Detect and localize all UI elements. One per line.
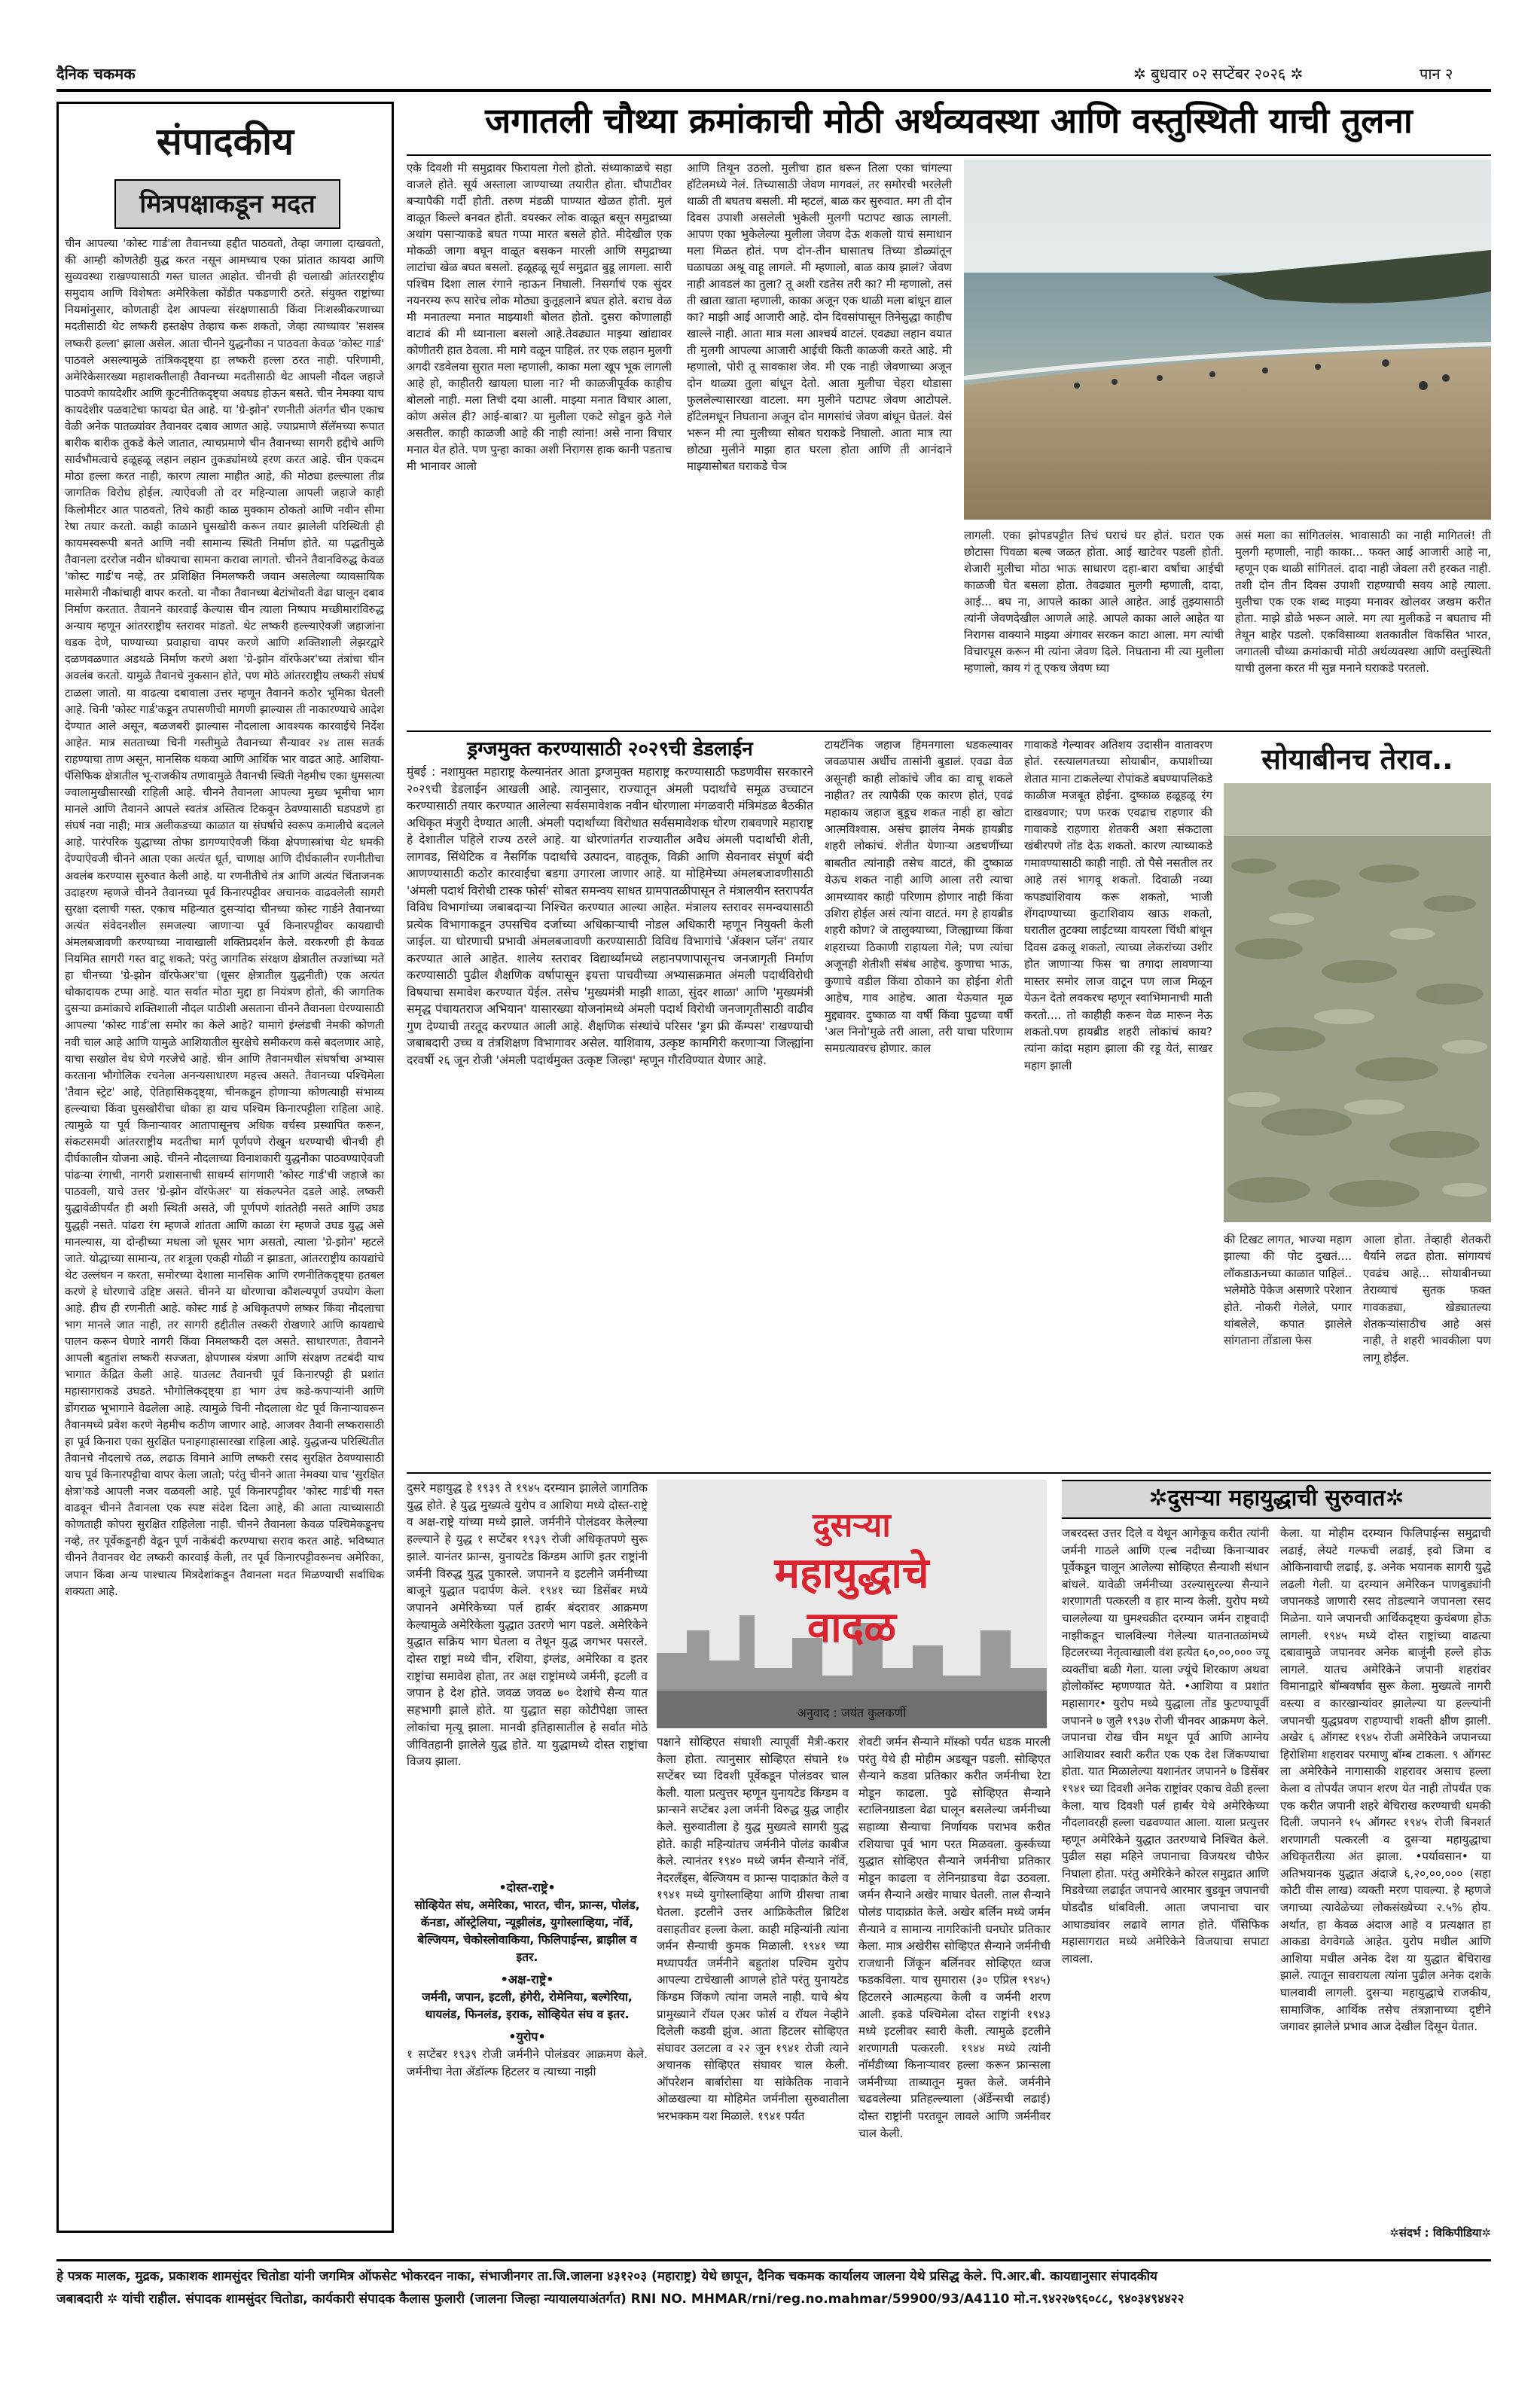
soybean-block (1224, 736, 1491, 1222)
top-story-rule (407, 154, 1491, 156)
top-story-col2: आणि तिथून उठलो. मुलीचा हात धरून तिला एका चांगल्या हॉटेलमध्ये नेलं. तिच्यासाठी जेवण मागवलं, तर समोरची भरलेली थाळी ती बघतच बसली. मी म्हटलं, बाळ कर सुरुवात. मग ती दोन दिवस उपाशी असलेली भुकेली मुलगी पटापट खाऊ लागली. आपण एका भुकेलेल्या मुलीला जेवण देऊ शकलो याचं समाधान मला मिळत होतं. पण दोन-तीन घासातच तिच्या डोळ्यांतून घळाघळा अश्रू वाहू लागले. मी म्हणालो, बाळ काय झालं? जेवण नाही आवडलं का तुला? तू अशी रडतेस तरी का? मी म्हणालो, तसं ती खाता खाता म्हणाली, काका अजून एक थाळी मला बांधून द्याल का? माझी आई आजारी आहे. दोन दिवसांपासून तिनेसुद्धा काहीच खाल्ले नाही. आता मात्र मला आश्चर्य वाटलं. एवढ्या लहान वयात ती मुलगी आपल्या आजारी आईची किती काळजी करते आहे. मी म्हणालो, पोरी तू सावकाश जेव. मी एक नाही जेवणाच्या अजून दोन थाळ्या तुला बांधून देतो. आता मुलीचा चेहरा थोडासा फुललेल्यासारखा वाटला. मग मुलीने पटापट जेवण आटोपले. हॉटेलमधून निघताना अजून दोन मागसांचं जेवण बांधून घेतलं. येसं भरून मी त्या मुलीच्या सोबत घराकडे निघालो. आता मात्र त्या छोट्या मुलीने माझा हात घरला होता आणि ती आनंदाने माझ्यासोबत घराकडे चेञ (687, 161, 956, 473)
book-cover (657, 1480, 1047, 1728)
top-story-col4: असं मला का सांगितलंस. भावासाठी का नाही मागितलं! ती मुलगी म्हणाली, नाही काका... फक्त आई आजारी आहे ना, म्हणून एक थाळी सांगितलं. दादा नाही जेवला तरी हरकत नाही. तशी दोन तीन दिवस उपाशी राहण्याची सवय आहे त्याला. मुलीचा एक एक शब्द माझ्या मनावर खोलवर जखम करीत होता. माझे डोळे भरून आले. मग त्या मुलीकडे न बघताच मी तेथून बाहेर पडलो. एकविसाव्या शतकातील विकसित भारत, जगातली चौथ्या क्रमांकाची मोठी अर्थव्यवस्था आणि वस्तुस्थिती याची तुलना करत मी सुन्न मनाने घराकडे परतलो. (1235, 529, 1495, 675)
europe-text: १ सप्टेंबर १९३९ रोजी जर्मनीने पोलंडवर आक्रमण केले. जर्मनीचा नेता ॲडॉल्फ हिटलर व त्याच्या नाझी (407, 2048, 651, 2078)
ww2-start-headline: ✲दुसऱ्या महायुद्धाची सुरुवात✲ (1148, 1485, 1404, 1511)
axis-heading: •अक्ष-राष्ट्रे• (500, 1972, 554, 1987)
date-line: ✲ बुधवार ०२ सप्टेंबर २०२६ ✲ (1133, 65, 1304, 83)
top-story-headline: जगातली चौथ्या क्रमांकाची मोठी अर्थव्यवस्था आणि वस्तुस्थिती याची तुलना (485, 100, 1413, 141)
book-title-line2: महायुद्धाचे (774, 1549, 929, 1598)
top-story-col1: एके दिवशी मी समुद्रावर फिरायला गेलो होतो. संध्याकाळचे सहा वाजले होते. सूर्य अस्ताला जाण्याच्या तयारीत होता. चौपाटीवर बऱ्यापैकी गर्दी होती. तरुण मंडळी पाण्यात खेळत होती. मुलं वाळूत किल्ले बनवत होती. वयस्कर लोक वाळूत बसून समुद्राच्या अथांग पसाऱ्याकडे बघत गप्पा मारत बसले होते. मीदेखील एक मोकळी जागा बघून वाळूत बसकन मारली आणि समुद्राच्या लाटांचा खेळ बघत बसलो. हळूहळू सूर्य समुद्रात बुडू लागला. सारी पश्चिम दिशा लाल रंगाने न्हाऊन निघाली. निसर्गाचं एक सुंदर नयनरम्य रूप सारेच लोक मोठ्या कुतूहलाने बघत होते. बराच वेळ मी मनातल्या मनात माझ्याशी बोलत होतो. दुसरा कोणालाही वाटावं की मी ध्यानाला बसलो आहे.तेवढ्यात माझ्या खांद्यावर कोणीतरी हात ठेवला. मी मागे वळून पाहिलं. तर एक लहान मुलगी अगदी रडवेलया सुरात मला म्हणाली, काका मला खूप भूक लागली आहे हो, काहीतरी खायला घाला ना? मी काळजीपूर्वक काहीच बोललो नाही. मला तिची दया आली. माझ्या मनात विचार आला, कोण असेल ही? आई-बाबा? या मुलीला एकटे सोडून कुठे गेले असतील. काही काळजी आहे की नाही त्यांना! असे नाना विचार मनात येत होते. पण पुन्हा काका अशी निरागस हाक कानी पडताच मी भानावर आलो (407, 161, 675, 473)
paper-name: दैनिक चकमक (56, 65, 136, 83)
alliance-list (407, 1879, 651, 2248)
mid-story-col2: गावाकडे गेल्यावर अतिशय उदासीन वातावरण होतं. रस्त्यालगतच्या सोयाबीन, कपाशीच्या शेतात माना टाकलेल्या रोपांकडे बघण्यापलिकडे काळीज मजबूत होईना. दुष्काळ हळूहळू रंग दाखवणार; पण फरक एवढाच राहणार की गावाकडे राहणारा शेतकरी अशा संकटाला खंबीरपणे तोंड देऊ शकतो. कारण त्याच्याकडे गमावण्यासाठी काही नाही. तो पैसे नसतील तर आहे तसं भागवू शकतो. दिवाळी नव्या कपड्यांशिवाय करू शकतो, भाजी शेंगदाण्याच्या कुटाशिवाय खाऊ शकतो, घरातील तुटक्या लाईटच्या वायरला चिंधी बांधून दिवस ढकलू शकतो, त्याच्या लेकरांच्या उशीर होत जाणाऱ्या फिस चा तगादा लावणाऱ्या मास्तर समोर लाज वाटून पण लाज मिळून येऊन देतो लवकरच म्हणून स्वाभिमानाची माती करतो.... तो काहीही करून वेळ मारून नेऊ शकतो.पण हायब्रीड शहरी लोकांचं काय? त्यांना कांदा महाग झाला की रडू येतं, साखर महाग झाली (1024, 738, 1216, 1072)
footer-imprint-line2: जबाबदारी ✲ यांची राहील. संपादक शामसुंदर चितोडा, कार्यकारी संपादक कैलास फुलारी (जालना जिल्हा न्यायालयाअंतर्गत) RNI NO. MHMAR/rni/reg.no.mahmar/59900/93/A4110 मो.न.९४२२७९६०८८, ९४०३४९४४२२ (56, 2292, 1185, 2307)
beach-photo (964, 160, 1491, 520)
footer-imprint-line1: हे पत्रक मालक, मुद्रक, प्रकाशक शामसुंदर चितोडा यांनी जगमित्र ऑफसेट भोकरदन नाका, संभाजीनगर ता.जि.जालना ४३१२०३ (महाराष्ट्र) येथे छापून, दैनिक चकमक कार्यालय जालना येथे प्रसिद्ध केले. पि.आर.बी. कायद्यानुसार संपादकीय (56, 2269, 1157, 2284)
ww2-col2: पक्षाने सोव्हिएत संघाशी त्यापूर्वी मैत्री-करार केला होता. त्यानुसार सोव्हिएत संघाने १७ सप्टेंबर च्या दिवशी पूर्वेकडून पोलंडवर चाल केली. याला प्रत्युत्तर म्हणून युनायटेड किंग्डम व फ्रान्सने सप्टेंबर ३ला जर्मनी विरुद्ध युद्ध जाहीर केले. सुरुवातीला हे युद्ध मुख्यत्वे सागरी युद्ध होते. काही महिन्यांतच जर्मनीने पोलंड काबीज केले. त्यानंतर १९४० मध्ये जर्मन सैन्याने नॉर्वे, नेदरलँड्स, बेल्जियम व फ्रान्स पादाक्रांत केले व १९४१ मध्ये युगोस्लाव्हिया आणि ग्रीसचा ताबा घेतला. इटलीने उत्तर आफ्रिकेतील ब्रिटिश वसाहतीवर हल्ला केला. काही महिन्यांनी त्यांना जर्मन सैन्याची कुमक मिळाली. १९४१ च्या मध्यापर्यंत जर्मनीने बहुतांश पश्चिम युरोप आपल्या टाचेखाली आणले होते परंतु युनायटेड किंग्डम जिंकणे त्यांना जमले नाही. याचे श्रेय प्रामुख्याने रॉयल एअर फोर्स व रॉयल नेव्हीने दिलेली कडवी झुंज. आता हिटलर सोव्हिएत संघावर उलटला व २२ जून १९४१ रोजी त्याने अचानक सोव्हिएत संघावर चाल केली. ऑपरेशन बार्बारोसा या सांकेतिक नावाने ओळखल्या या मोहिमेत जर्मनीला सुरुवातीला भरभक्कम यश मिळाले. १९४१ पर्यंत (657, 1735, 852, 2124)
masthead (56, 59, 1491, 89)
editorial-headline: मित्रपक्षाकडून मदत (139, 189, 316, 219)
editorial-body: चीन आपल्या 'कोस्ट गार्ड'ला तैवानच्या हद्दीत पाठवतो, तेव्हा जगाला दाखवतो, की आम्ही कोणतेही युद्ध करत नसून आमच्याच एका प्रांतात कायदा आणि सुव्यवस्था राखण्यासाठी गस्त घालत आहोत. चीनची ही चलाखी आंतरराष्ट्रीय समुदाय आणि विशेषतः अमेरिकेला कोंडीत पकडणारी ठरते. संयुक्त राष्ट्रांच्या नियमांनुसार, कोणताही देश आपल्या संरक्षणासाठी किंवा निःशस्त्रीकरणाच्या मदतीसाठी थेट लष्करी हस्तक्षेप तेव्हाच करू शकतो, जेव्हा त्याच्यावर 'सशस्त्र लष्करी हल्ला' झाला असेल. आता चीनने युद्धनौका न पाठवता केवळ 'कोस्ट गार्ड' पाठवले असल्यामुळे तांत्रिकदृष्ट्या हा लष्करी हल्ला ठरत नाही. परिणामी, अमेरिकेसारख्या महाशक्तीलाही तैवानच्या मदतीसाठी थेट आपली नौदल जहाजे पाठवणे कायदेशीर आणि कूटनीतिकदृष्ट्या अवघड होऊन बसते. चीन नेमक्या याच कायदेशीर पळवाटेचा फायदा घेत आहे. या 'ग्रे-झोन' रणनीती अंतर्गत चीन एकाच वेळी अनेक पातळ्यांवर तैवानवर दबाव आणत आहे. ज्याप्रमाणे सॅलॅमच्या रूपात बारीक बारीक तुकडे केले जातात, त्याचप्रमाणे चीन तैवानच्या सागरी हद्दीचे आणि सार्वभौमत्वाचे हळूहळू लहान लहान तुकड्यांमध्ये हरण करत आहे. चीन एकदम मोठा हल्ला करत नाही, कारण त्याला माहीत आहे, की मोठ्या हल्ल्याला तीव्र जागतिक विरोध होईल. त्याऐवजी तो दर महिन्याला आपली जहाजे काही किलोमीटर आत पाठवतो, तिथे काही काळ मुक्काम ठोकतो आणि नवीन सीमा रेषा तयार करतो. काही काळाने घुसखोरी करून तयार झालेली परिस्थिती ही कायमस्वरूपी बनते आणि नवी सामान्य स्थिती निर्माण होते. या पद्धतीमुळे तैवानला दररोज नवीन धोक्याचा सामना करावा लागतो. चीनने तैवानविरुद्ध केवळ 'कोस्ट गार्ड'च नव्हे, तर प्रशिक्षित निमलष्करी जवान असलेल्या व्यावसायिक मासेमारी नौकांचाही वापर करतो. या नौका तैवानच्या बेटांभोवती वेढा घालून दबाव निर्माण करतात. तैवानने कारवाई केल्यास चीन त्याला निष्पाप मच्छीमारांविरुद्ध अन्याय म्हणून आंतरराष्ट्रीय स्तरावर मांडतो. थेट लष्करी हल्ल्याऐवजी जहाजांना धडक देणे, पाण्याच्या प्रवाहाचा वापर करणे आणि शक्तिशाली लेझरद्वारे दळणवळणात अडथळे निर्माण करणे अशा 'ग्रे-झोन वॉरफेअर'च्या तंत्रांचा चीन अवलंब करतो. यामुळे तैवानचे नुकसान होते, पण मोठे आंतरराष्ट्रीय लष्करी संघर्ष टाळला जातो. या वाढत्या दबावाला उत्तर म्हणून तैवानने कठोर भूमिका घेतली आहे. चिनी 'कोस्ट गार्ड'कडून तपासणीची मागणी झाल्यास ती नाकारण्याचे आदेश देण्यात आले असून, बळजबरी झाल्यास नौदलाला आवश्यक कारवाईचे निर्देश आहेत. मात्र सतताच्या चिनी गस्तीमुळे तैवानच्या सैन्यावर २४ तास सतर्क राहण्याचा ताण असून, मानसिक थकवा आणि आर्थिक भार वाढत आहे. आशिया-पॅसिफिक क्षेत्रातील भू-राजकीय तणावामुळे तैवानची स्थिती नेहमीच एका धुमसत्या ज्वालामुखीसारखी राहिली आहे. चीनने तैवानला आपल्या मुख्य भूमीचा भाग मानले आणि तैवानने आपले स्वतंत्र अस्तित्व टिकवून ठेवण्यासाठी घडपडणे हा संघर्ष नवा नाही; मात्र अलीकडच्या काळात या संघर्षाचे स्वरूप कमालीचे बदलले आहे. पारंपरिक युद्धाच्या तोफा डागण्याऐवजी किंवा क्षेपणास्त्रांचा थेट धमकी देण्याऐवजी चीनने आता एका अत्यंत धूर्त, चाणाक्ष आणि दीर्घकालीन रणनीतीचा अवलंब करण्यास सुरुवात केली आहे. या रणनीतीचे तंत्र आणि अत्यंत चिंताजनक उदाहरण म्हणजे चीनने तैवानच्या पूर्व किनारपट्टीवर अचानक वाढवलेली सागरी सुरक्षा दलाची गस्त. एकाच महिन्यात दुसऱ्यांदा चीनच्या कोस्ट गार्डने तैवानच्या अत्यंत संवेदनशील समजल्या जाणाऱ्या पूर्व किनारपट्टीवर कायद्याची अंमलबजावणी करण्याच्या नावाखाली शक्तिप्रदर्शन केले. वरकरणी ही केवळ नियमित सागरी गस्त वाटू शकते; परंतु जागतिक संरक्षण क्षेत्रातील तज्ज्ञांच्या मते हा चीनच्या 'ग्रे-झोन वॉरफेअर'चा (धूसर क्षेत्रातील युद्धनीती) एक अत्यंत धोकादायक टप्पा आहे. यात सर्वात मोठा मुद्दा हा नियंत्रण होतो, की जागतिक दुसऱ्या क्रमांकाचे शक्तिशाली नौदल पाठीशी असताना चीनने तैवानला घेरण्यासाठी आपल्या 'कोस्ट गार्ड'ला समोर का केले आहे? यामागे इंग्लंडची नेमकी कोणती नवी चाल आहे आणि यामुळे आशियातील सुरक्षेचे समीकरण कसे बदलणार आहे, याचा सखोल वेध घेणे गरजेचे आहे. चीन आणि तैवानमधील संघर्षाचा अभ्यास करताना भौगोलिक रचनेला अनन्यसाधारण महत्त्व असते. तैवानच्या पश्चिमेला 'तैवान स्ट्रेट' आहे, ऐतिहासिकदृष्ट्या, चीनकडून होणाऱ्या कोणत्याही संभाव्य हल्ल्याचा किंवा घुसखोरीचा धोका हा याच पश्चिम किनारपट्टीला राहिला आहे. त्यामुळे या पूर्व किनाऱ्यावर आतापासूनच अधिक वर्चस्व प्रस्थापित करून, संकटसमयी आंतरराष्ट्रीय मदतीचा मार्ग पूर्णपणे रोखून धरण्याची चीनची ही दीर्घकालीन योजना आहे. चीनने नौदलाच्या विनाशकारी युद्धनौका पाठवण्याऐवजी पांढऱ्या रंगाची, नागरी प्रशासनाची साधर्म्य सांगणारी 'कोस्ट गार्ड'ची जहाजे का पाठवली, याचे उत्तर 'ग्रे-झोन वॉरफेअर' या संकल्पनेत दडले आहे. लष्करी युद्धावेळीपर्यंत ही अशी स्थिती असते, जी पूर्णपणे शांततेही नसते आणि उघड युद्धही नसते. पांढरा रंग म्हणजे शांतता आणि काळा रंग म्हणजे उघड युद्ध असे मानल्यास, या दोन्हीच्या मधला जो धूसर भाग असतो, त्याला 'ग्रे-झोन' म्हटले जाते. योद्धाच्या सामान्य, तर शत्रूला एकही गोळी न झाडता, आंतरराष्ट्रीय कायद्यांचे थेट उल्लंघन न करता, समोरच्या देशाला मानसिक आणि रणनीतिकदृष्ट्या हतबल करणे हे धोरणाचे उद्दिष्ट असते. चीनने या धोरणाचा कौशल्यपूर्ण उपयोग केला आहे. हीच ही रणनीती आहे. कोस्ट गार्ड हे अधिकृतपणे लष्कर किंवा नौदलाचा भाग मानले जात नाही, तर सागरी हद्दीतील तस्करी रोखणारे आणि कायद्याचे पालन करून घेणारे नागरी किंवा निमलष्करी दल असते. साधारणतः, तैवानने आपली बहुतांश लष्करी सज्जता, क्षेपणास्त्र यंत्रणा आणि संरक्षण तटबंदी याच भागात केंद्रित केली आहे. याउलट तैवानची पूर्व किनारपट्टी ही प्रशांत महासागराकडे उघडते. भौगोलिकदृष्ट्या हा भाग उंच कडे-कपाऱ्यांनी आणि डोंगराळ भूभागाने वेढलेला आहे. त्यामुळे चिनी नौदलाला थेट पूर्व किनाऱ्यावरून तैवानमध्ये प्रवेश करणे नेहमीच कठीण जाणार आहे. आजवर तैवानी लष्करासाठी हा पूर्व किनारा एका सुरक्षित पनाहगाहासारखा राहिला आहे. युद्धजन्य परिस्थितीत तैवानचे नौदलाचे तळ, लढाऊ विमाने आणि लष्करी रसद सुरक्षित ठेवण्यासाठी याच पूर्व किनारपट्टीचा वापर केला जातो; परंतु चीनने आता नेमक्या याच 'सुरक्षित क्षेत्रा'कडे आपली नजर वळवली आहे. पूर्व किनारपट्टीवर 'कोस्ट गार्ड'ची गस्त वाढवून चीनने तैवानला एक स्पष्ट संदेश दिला आहे, की आता त्याच्यासाठी कोणताही कोपरा सुरक्षित राहिलेला नाही. चीनने तैवानला केवळ पश्चिमेकडूनच नव्हे, तर पूर्वेकडूनही वेढून पूर्ण नाकेबंदी करण्याचा सराव करत आहे. भविष्यात चीनने तैवानवर थेट लष्करी कारवाई केली, तर पूर्व किनारपट्टीवरूनच अमेरिका, जपान किंवा अन्य पाश्चात्य मित्रदेशांकडून तैवानला मदत मिळण्याची सर्वाधिक शक्यता आहे. (65, 237, 388, 1598)
section-rule-2 (407, 1472, 1491, 1474)
mid-story-col4: आला होता. तेव्हाही शेतकरी धैर्याने लढत होता. सांगायचं एवढंच आहे... सोयाबीनच्या तेराव्याचं सुतक फक्त गावकड्या, खेड्यातल्या शेतकऱ्यांसाठीच आहे असं नाही, ते शहरी भावकीला पण लागू होईल. (1363, 1233, 1495, 1365)
europe-heading: •युरोप• (508, 2030, 546, 2044)
drug-story-headline: ड्रग्जमुक्त करण्यासाठी २०२९ची डेडलाईन (467, 738, 753, 761)
ww2-start-col2: केला. या मोहीम दरम्यान फिलिपाईन्स समुद्राची लढाई, लेयटे गल्फची लढाई, इवो जिमा व ओकिनावाची लढाई, इ. अनेक भयानक सागरी युद्धे लढली गेली. या दरम्यान अमेरिकन पाणबुड्यांनी जपानकडे जाणारी रसद तोडल्याने जपानला रसद मिळेना. याने जपानची आर्थिकदृष्ट्या कुचंबणा होऊ लागली. १९४५ मध्ये दोस्त राष्ट्रांच्या वाढत्या दबावामुळे जपानवर अनेक बाजूंनी हल्ले होऊ लागले. यातच अमेरिकेने जपानी शहरांवर विमानाद्वारे बॉम्बवर्षाव सुरू केला. मुख्यत्वे नागरी वस्त्या व कारखान्यांवर झालेल्या या हल्ल्यांनी जपानची युद्धप्रवण राहण्याची शक्ती क्षीण झाली. अखेर ६ ऑगस्ट १९४५ रोजी अमेरिकेने जपानच्या हिरोशिमा शहरावर परमाणु बॉम्ब टाकला. ९ ऑगस्ट ला अमेरिकेने नागासाकी शहरावर असाच हल्ला केला व तोपर्यंत जपान शरण येत नाही तोपर्यंत एक एक करीत जपानी शहरे बेचिराख करण्याची धमकी दिली. जपानने १५ ऑगस्ट १९४५ रोजी बिनशर्त शरणागती पत्करली व दुसऱ्या महायुद्धाचा अधिकृतरीत्या अंत झाला. •पर्यावसान• या अतिभयानक युद्धात अंदाजे ६,२०,००,००० (सहा कोटी वीस लाख) व्यक्ती मरण पावल्या. हे म्हणजे जगाच्या त्यावेळेच्या लोकसंख्येच्या २.५% होय. अर्थात, हा केवळ अंदाज आहे व प्रत्यक्षात हा आकडा वेगवेगळे आहेत. युरोप मधील आणि आशिया मधील अनेक देश या युद्धात बेचिराख झाले. त्यातून सावरायला त्यांना पुढील अनेक दशके घालवावी लागली. दुसऱ्या महायुद्धाचे राजकीय, सामाजिक, आर्थिक तसेच तंत्रज्ञानाच्या दृष्टीने जगावर झालेले प्रभाव आज देखील दिसून येतात. (1280, 1526, 1495, 2034)
allies-heading: •दोस्त-राष्ट्रे• (499, 1880, 556, 1895)
axis-list: जर्मनी, जपान, इटली, हंगेरी, रोमेनिया, बल्गेरिया, थायलंड, फिनलंड, इराक, सोव्हियेत संघ व इतर. (422, 1990, 633, 2021)
page-number: पान २ (1420, 65, 1453, 83)
mid-story-col1: टायटॅनिक जहाज हिमनगाला धडकल्यावर जवळपास अर्धीच तासांनी बुडालं. एवढा वेळ असूनही काही लोकांचे जीव का वाचू शकले नाहीत? तर त्यापैकी एक कारण होतं, एवढं महाकाय जहाज बुडूच शकत नाही हा खोटा आत्मविश्वास. असंच झालंय नेमकं हायब्रीड शहरी लोकांचं. शेतीत येणाऱ्या अडचणींच्या बाबतीत त्यांनाही तसेच वाटतं, की दुष्काळ येऊच शकत नाही आणि आला तरी त्याचा आमच्यावर काही परिणाम होणार नाही किंवा उशिरा होईल असं त्यांना वाटतं. मग हे हायब्रीड शहरी कोण? जे तालुक्याच्या, जिल्ह्याच्या किंवा शहराच्या ठिकाणी राहायला गेले; पण त्यांचा अजूनही शेतीशी संबंध आहेच. कुणाचा भाऊ, कुणाचे वडील किंवा ठोकाने का होईना शेती आहेच, गाव आहेच. आता येऊयात मूळ मुद्द्यावर. दुष्काळ या वर्षी किंवा पुढच्या वर्षी 'अल निनो'मुळे तरी आला, तरी याचा परिणाम समग्रत्यावरच होणार. काल (825, 738, 1017, 1056)
beach-photo-image (964, 160, 1491, 520)
ww2-col3: शेवटी जर्मन सैन्याने मॉस्को पर्यंत धडक मारली परंतु येथे ही मोहीम अडखून पडली. सोव्हिएत सैन्याने कडवा प्रतिकार करीत जर्मनीचा रेटा मोडून काढला. पुढे सोव्हिएत सैन्याने स्टालिनग्राडला वेढा घालून बसलेल्या जर्मनीच्या सहाव्या सैन्याचा निर्णायक पराभव करीत रशियाचा पूर्व भाग परत मिळवला. कुर्स्कच्या युद्धात सोव्हिएत सैन्याने जर्मनीचा प्रतिकार मोडून काढला व लेनिनग्राडचा वेढा उठवला. जर्मन सैन्याने अखेर माघार घेतली. ताल सैन्याने पोलंड पादाक्रांत केले. अखेर बर्लिन मध्ये जर्मन सैन्याने व सामान्य नागरिकांनी घनघोर प्रतिकार केला. मात्र अखेरीस सोव्हिएत सैन्याने जर्मनीची राजधानी जिंकून बर्लिनवर सोव्हिएत ध्वज फडकविला. याच सुमारास (३० एप्रिल १९४५) हिटलरने आत्महत्या केली व जर्मनी शरण आली. इकडे पश्चिमेला दोस्त राष्ट्रांनी १९४३ मध्ये इटलीवर स्वारी केली. त्यामुळे इटलीने शरणागती पत्करली. १९४४ मध्ये त्यांनी नॉर्मंडीच्या किनाऱ्यावर हल्ला करून फ्रान्सला जर्मनीच्या ताब्यातून मुक्त केले. जर्मनीने चढवलेल्या प्रतिहल्ल्याला (ॲर्डेन्सची लढाई) दोस्त राष्ट्रांनी परतवून लावले आणि जर्मनीवर चाल केली. (858, 1735, 1054, 2140)
book-title-line3: वादळ (807, 1603, 896, 1652)
top-story-col3: लागली. एका झोपडपट्टीत तिचं घराचं घर होतं. घरात एक छोटासा पिवळा बल्ब जळत होता. आई खाटेवर पडली होती. शेजारी मुलीचा मोठा भाऊ साधारण दहा-बारा वर्षाचा आईची काळजी घेत बसला होता. तेवढ्यात मुलगी म्हणाली, दादा, आई... बघ ना, आपले काका आले आहेत. आई तुझ्यासाठी त्यांनी जेवणदेखील आणले आहे. आपले काका आले आहेत या निरागस वाक्याने माझ्या अंगावर सरकन काटा आला. मग त्यांची विचारपूस करून मी त्यांना जेवण दिले. निघताना मी त्या मुलीला म्हणालो, काय गं तू एकच जेवण घ्या (964, 529, 1227, 675)
allies-list: सोव्हियेत संघ, अमेरिका, भारत, चीन, फ्रान्स, पोलंड, कॅनडा, ऑस्ट्रेलिया, न्यूझीलंड, युगोस्लाव्हिया, नॉर्वे, बेल्जियम, चेकोस्लोवाकिया, फिलिपाईन्स, ब्राझील व इतर. (414, 1898, 640, 1964)
masthead-rule (56, 89, 1491, 92)
mid-story-col3: की टिखट लागत, भाज्या महाग झाल्या की पोट दुखतं.... लॉकडाऊनच्या काळात पाहिलं.. भलेमोठे पेकेज असणारे परेशान होते. नोकरी गेलेले, पगार थांबलेले, कपात झालेले सांगताना तोंडाला फेस (1224, 1233, 1356, 1348)
editorial-box (56, 102, 394, 2233)
footer-rule (56, 2259, 1491, 2261)
editorial-section-title: संपादकीय (156, 120, 294, 163)
ww2-source: ✲संदर्भ : विकिपीडिया✲ (1389, 2226, 1491, 2240)
ww2-start-col1: जबरदस्त उत्तर दिले व येथून आगेकूच करीत त्यांनी जर्मनी गाठले आणि एल्ब नदीच्या किनाऱ्यावर पूर्वेकडून चालून आलेल्या सोव्हिएत सैन्याशी संधान बांधले. यावेळी जर्मनीच्या उरल्यासुरल्या सैन्याने शरणागती पत्करली व हार मान्य केली. युरोप मध्ये चाललेल्या या घुमश्चक्रीत दरम्यान जर्मन राष्ट्रवादी नाझीकडून चालविल्या गेलेल्या यातनातळांमध्ये हिटलरच्या नेतृत्वाखाली वंश हत्येत ६०,००,००० ज्यू व्यक्तींचा बळी गेला. याला ज्यूंचे शिरकाण अथवा होलोकॉस्ट म्हणण्यात येते. •आशिया व प्रशांत महासागर• युरोप मध्ये युद्धाला तोंड फुटण्यापूर्वी जपानने ७ जुलै १९३७ रोजी चीनवर आक्रमण केले. जपानचा रोख चीन मधून पूर्व आणि आग्नेय आशियावर स्वारी करीत एक एक देश जिंकण्याचा होता. यात मिळालेल्या यशानंतर जपानने ७ डिसेंबर १९४१ च्या दिवशी अनेक राष्ट्रांवर एकाच वेळी हल्ला केला. याच दिवशी पर्ल हार्बर येथे अमेरिकेच्या नौदलावरही हल्ला चढवण्यात आला. याला प्रत्युत्तर म्हणून अमेरिकेने युद्धात उतरण्याचे निश्चित केले. पुढील सहा महिने जपानाचा विजयरथ चौफेर निघाला होता. परंतु अमेरिकेने कोरल समुद्रात आणि मिडवेच्या लढाईत जपानचे आरमार बुडवून जपानची घोडदौड थांबविली. आता जपानाचा चार आघाड्यांवर लढावे लागत होते. पॅसिफिक महासागरात मध्ये अमेरिकेने विजयाचा सपाटा लावला. (1062, 1526, 1273, 1965)
ww2-col1: दुसरे महायुद्ध हे १९३९ ते १९४५ दरम्यान झालेले जागतिक युद्ध होते. हे युद्ध मुख्यत्वे युरोप व आशिया मध्ये दोस्त-राष्ट्रे व अक्ष-राष्ट्रे यांच्या मध्ये झाले. जर्मनीने पोलंडवर केलेल्या हल्ल्याने हे युद्ध १ सप्टेंबर १९३९ रोजी अधिकृतपणे सुरू झाले. यानंतर फ्रान्स, युनायटेड किंग्डम आणि इतर राष्ट्रांनी जर्मनी विरुद्ध युद्ध पुकारले. जपानने व इटलीने जर्मनीच्या बाजूने युद्धात पदार्पण केले. १९४१ च्या डिसेंबर मध्ये जपानने अमेरिकेच्या पर्ल हार्बर बंदरावर आक्रमण केल्यामुळे अमेरिकेला युद्धात उतरणे भाग पडले. अमेरिकेने युद्धात सक्रिय भाग घेतला व तेथून युद्ध जगभर पसरले. दोस्त राष्ट्रां मध्ये चीन, रशिया, इंग्लंड, अमेरिका व इतर राष्ट्रांचा समावेश होता, तर अक्ष राष्ट्रांमध्ये जर्मनी, इटली व जपान हे देश होते. जवळ जवळ ७० देशांचे सैन्य यात सहभागी झाले होते. या युद्धात सहा कोटीपेक्षा जास्त लोकांचा मृत्यू झाला. मानवी इतिहासातील हे सर्वात मोठे जीवितहानी झालेले युद्ध होते. या युद्धामध्ये दोस्त राष्ट्रांचा विजय झाला. (407, 1481, 651, 1769)
section-rule-1 (407, 730, 1491, 732)
drug-story-body: मुंबई : नशामुक्त महाराष्ट्र केल्यानंतर आता ड्रग्जमुक्त महाराष्ट्र करण्यासाठी फडणवीस सरकारने २०२९ची डेडलाईन आखली आहे. त्यानुसार, राज्यातून अंमली पदार्थांचे समूळ उच्चाटन करण्यासाठी तयार करण्यात आलेल्या सर्वसमावेशक नवीन धोरणाला मंगळवारी मंत्रिमंडळ बैठकीत अधिकृत मंजुरी देण्यात आली. अंमली पदार्थांच्या विरोधात सर्वसमावेशक धोरण राबवणारे महाराष्ट्र हे देशातील पहिले राज्य ठरले आहे. या धोरणांतर्गत राज्यातील अवैध अंमली पदार्थांची शेती, लागवड, सिंथेटिक व नैसर्गिक पदार्थांचे उत्पादन, वाहतूक, विक्री आणि सेवनावर संपूर्ण बंदी आणण्यासाठी कठोर कारवाईचा बडगा उगारला जाणार आहे. या मोहिमेच्या अंमलबजावणीसाठी 'अंमली पदार्थ विरोधी टास्क फोर्स' सोबत समन्वय साधत ग्रामपातळीपासून ते मंत्रालयीन स्तरापर्यंत विविध विभागांच्या जबाबदाऱ्या निश्चित करण्यात आल्या आहेत. मंत्रालय स्तरावर समन्वयासाठी प्रत्येक विभागाकडून उपसचिव दर्जाच्या अधिकाऱ्याची नोडल अधिकारी म्हणून नियुक्ती केली जाईल. या धोरणाची प्रभावी अंमलबजावणी करण्यासाठी विविध विभागांचे 'ॲक्शन प्लॅन' तयार करण्यात आले आहेत. शालेय स्तरावर विद्यार्थ्यांमध्ये लहानपणापासूनच जनजागृती निर्माण करण्यासाठी पुढील शैक्षणिक वर्षापासून इयत्ता पाचवीच्या अभ्यासक्रमात अंमली पदार्थविरोधी विषयाचा समावेश करण्यात येईल. तसेच 'मुख्यमंत्री माझी शाळा, सुंदर शाळा' आणि 'मुख्यमंत्री समृद्ध पंचायतराज अभियान' यासारख्या योजनांमध्ये अंमली पदार्थ विरोधी जनजागृतीसाठी वाढीव गुण देण्याची तरतूद करण्यात आली आहे. शैक्षणिक संस्थांचे परिसर 'ड्रग फ्री कॅम्पस' राखण्याची जबाबदारी उच्च व तंत्रशिक्षण विभागावर असेल. याशिवाय, उत्कृष्ट कामगिरी करणाऱ्या जिल्ह्यांना दरवर्षी २६ जून रोजी 'अंमली पदार्थमुक्त उत्कृष्ट जिल्हा' म्हणून गौरविण्यात येणार आहे. (407, 765, 817, 1067)
book-title-line1: दुसऱ्या (813, 1506, 891, 1545)
book-translator: अनुवाद : जयंत कुलकर्णी (797, 1706, 907, 1720)
soybean-photo-image (1224, 783, 1491, 1222)
soybean-caption: सोयाबीनच तेराव.. (1261, 743, 1453, 776)
